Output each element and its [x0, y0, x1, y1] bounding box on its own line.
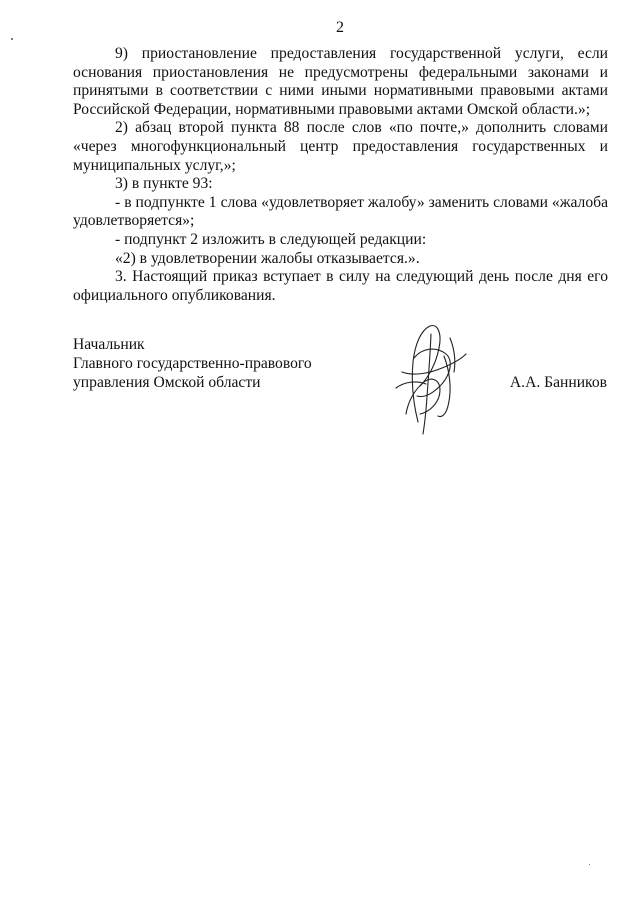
page-number: 2	[336, 19, 344, 36]
scan-speck	[589, 864, 590, 865]
body-paragraph: 9) приостановление предоставления государственной услуги, если основания приостановления не предусмотрены федеральными законами и принятыми в соответствии с ними иными нормативными правовыми актами Российской Федерации, нормативными правовыми актами Омской области.»;	[73, 45, 608, 118]
body-paragraph: 3. Настоящий приказ вступает в силу на следующий день после дня его официального опубликования.	[73, 268, 608, 304]
scan-speck	[11, 38, 13, 40]
body-paragraph: - в подпункте 1 слова «удовлетворяет жалобу» заменить словами «жалоба удовлетворяется»;	[73, 193, 608, 230]
body-paragraph: - подпункт 2 изложить в следующей редакции:	[115, 230, 427, 248]
signer-title-line: Главного государственно-правового	[73, 354, 312, 372]
body-paragraph: «2) в удовлетворении жалобы отказывается.».	[115, 249, 420, 267]
body-paragraph: 3) в пункте 93:	[115, 175, 213, 193]
signer-name: А.А. Банников	[509, 374, 607, 391]
handwritten-signature	[384, 318, 474, 436]
signer-title	[73, 336, 312, 392]
body-paragraph: 2) абзац второй пункта 88 после слов «по почте,» дополнить словами «через многофункциональный центр предоставления государственных и муниципальных услуг,»;	[73, 119, 608, 174]
signer-title-line: Начальник	[73, 336, 145, 353]
document-body	[73, 45, 608, 305]
signer-title-line: управления Омской области	[73, 373, 261, 391]
